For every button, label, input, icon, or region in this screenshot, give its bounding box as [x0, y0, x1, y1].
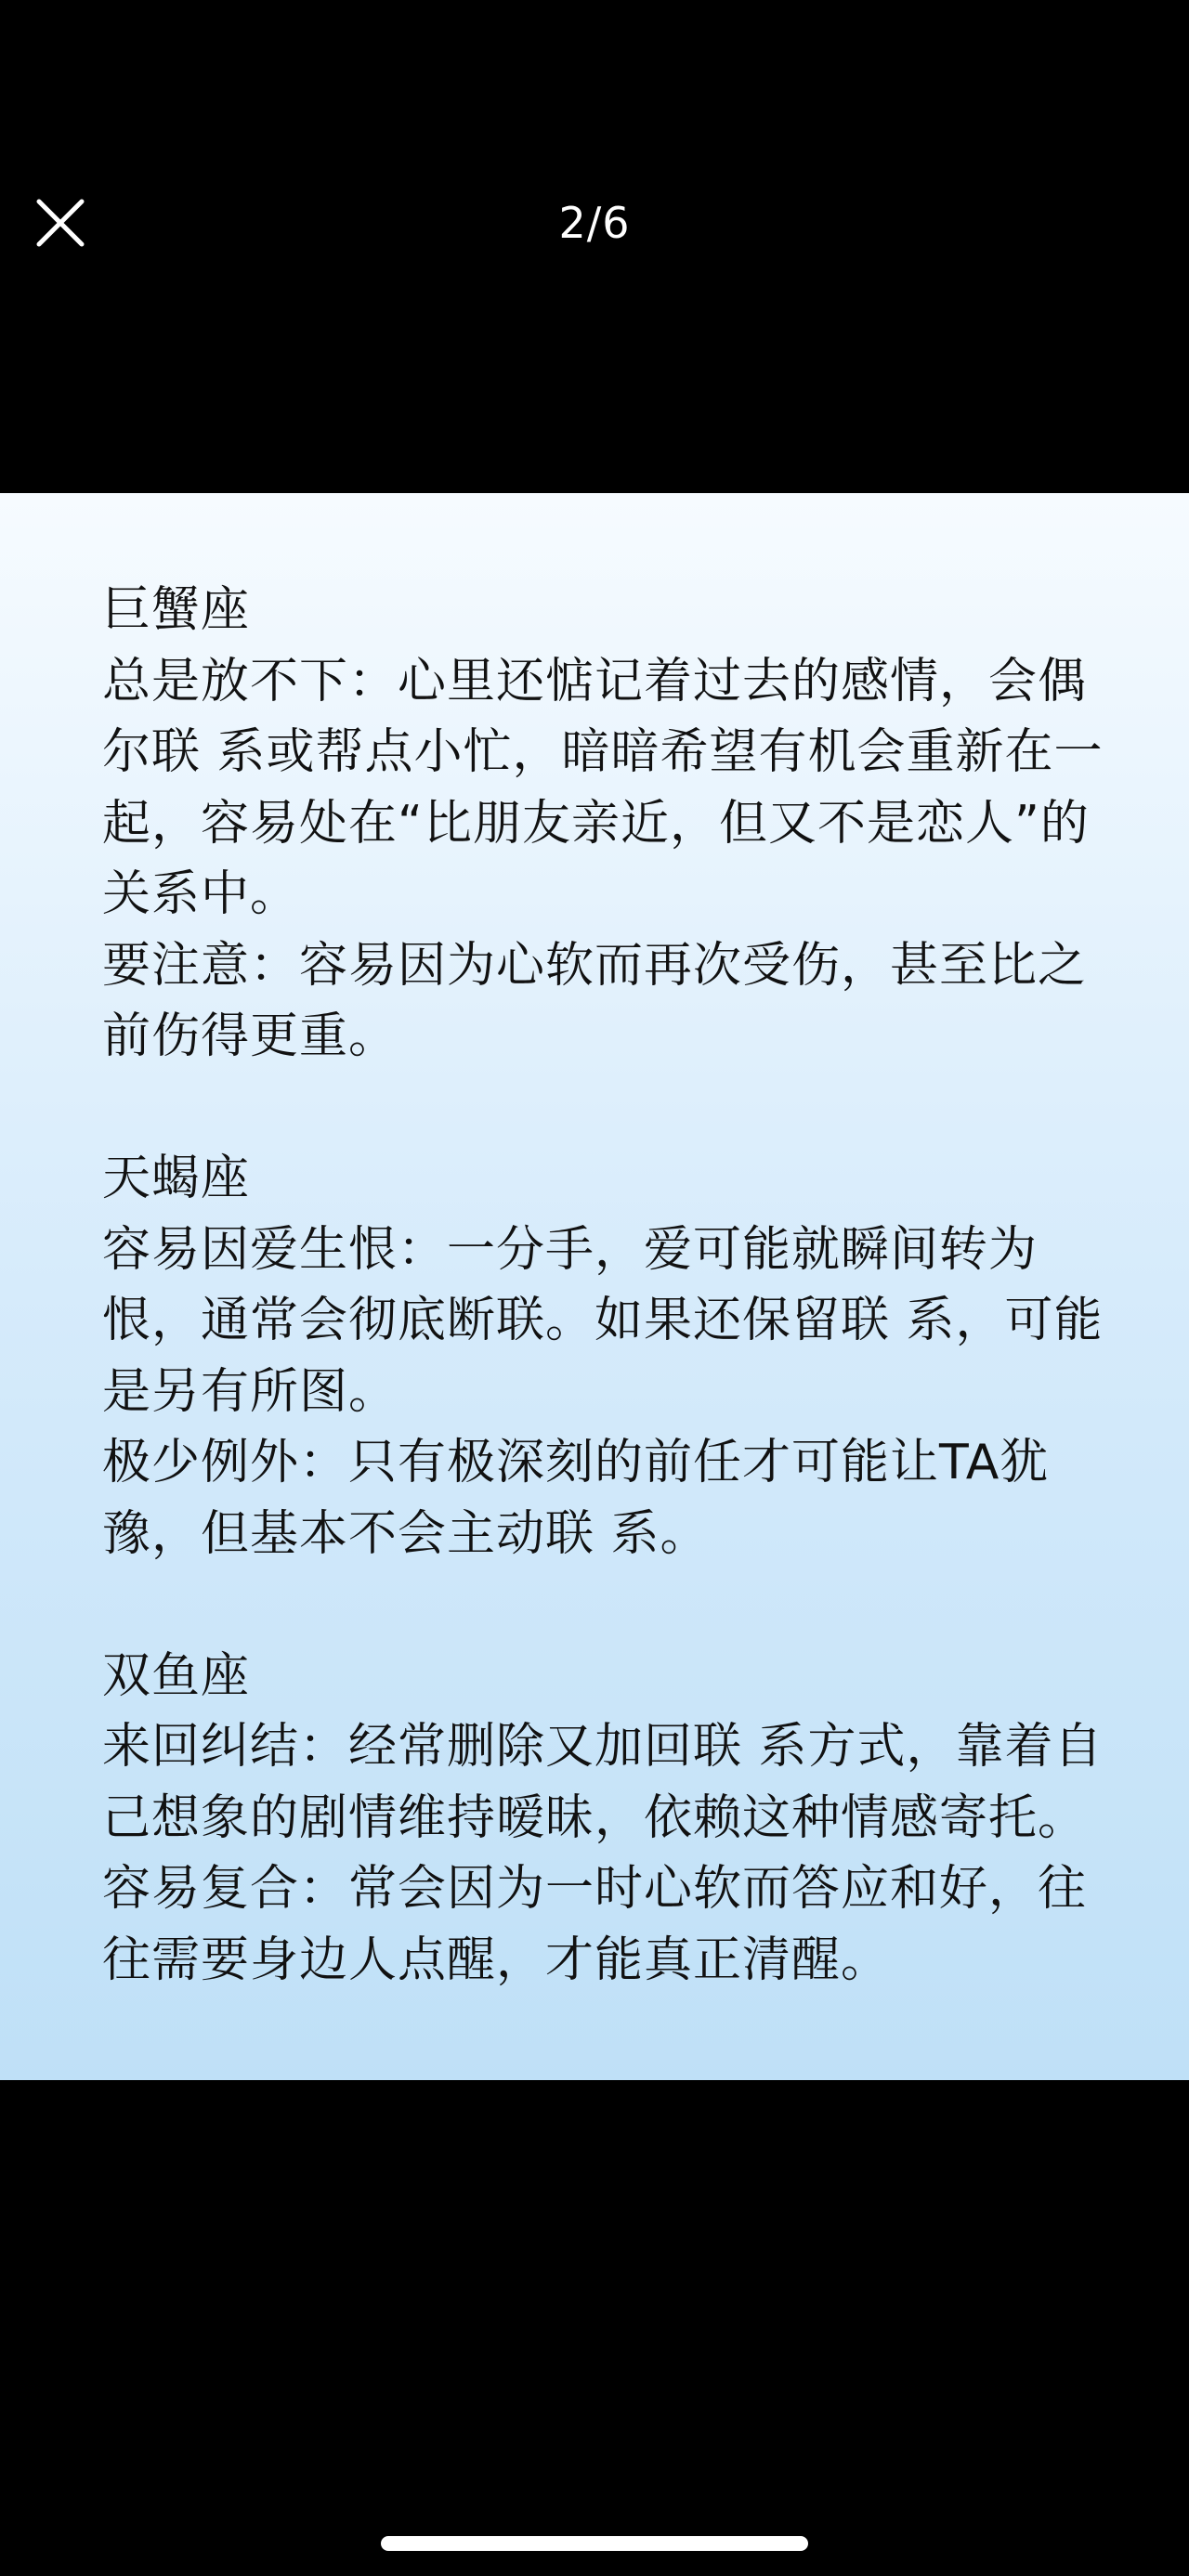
section-point: 极少例外：只有极深刻的前任才可能让TA犹豫，但基本不会主动联 系。 — [102, 1435, 1050, 1562]
section-point: 总是放不下：心里还惦记着过去的感情，会偶尔联 系或帮点小忙，暗暗希望有机会重新在一起，容易处在“比朋友亲近，但又不是恋人”的关系中。 — [102, 653, 1104, 922]
page-counter: 2/6 — [558, 198, 631, 248]
article-text — [102, 575, 1105, 1996]
viewer-top-bar — [0, 0, 1189, 493]
section-point: 容易因爱生恨：一分手，爱可能就瞬间转为恨，通常会彻底断联。如果还保留联 系，可能是另有所图。 — [102, 1221, 1104, 1420]
section-point: 要注意：容易因为心软而再次受伤，甚至比之前伤得更重。 — [102, 937, 1088, 1064]
section-scorpio — [102, 1143, 1105, 1569]
viewer-bottom-bar — [0, 2080, 1189, 2576]
section-title: 双鱼座 — [102, 1647, 251, 1704]
section-point: 来回纠结：经常删除又加回联 系方式，靠着自己想象的剧情维持暧昧，依赖这种情感寄托。 — [102, 1719, 1104, 1846]
section-cancer — [102, 575, 1105, 1073]
section-point: 容易复合：常会因为一时心软而答应和好，往往需要身边人点醒，才能真正清醒。 — [102, 1861, 1088, 1988]
section-pisces — [102, 1641, 1105, 1997]
image-content — [0, 493, 1189, 2080]
section-title: 天蝎座 — [102, 1151, 251, 1206]
section-title: 巨蟹座 — [102, 582, 251, 638]
home-indicator[interactable] — [381, 2536, 808, 2551]
